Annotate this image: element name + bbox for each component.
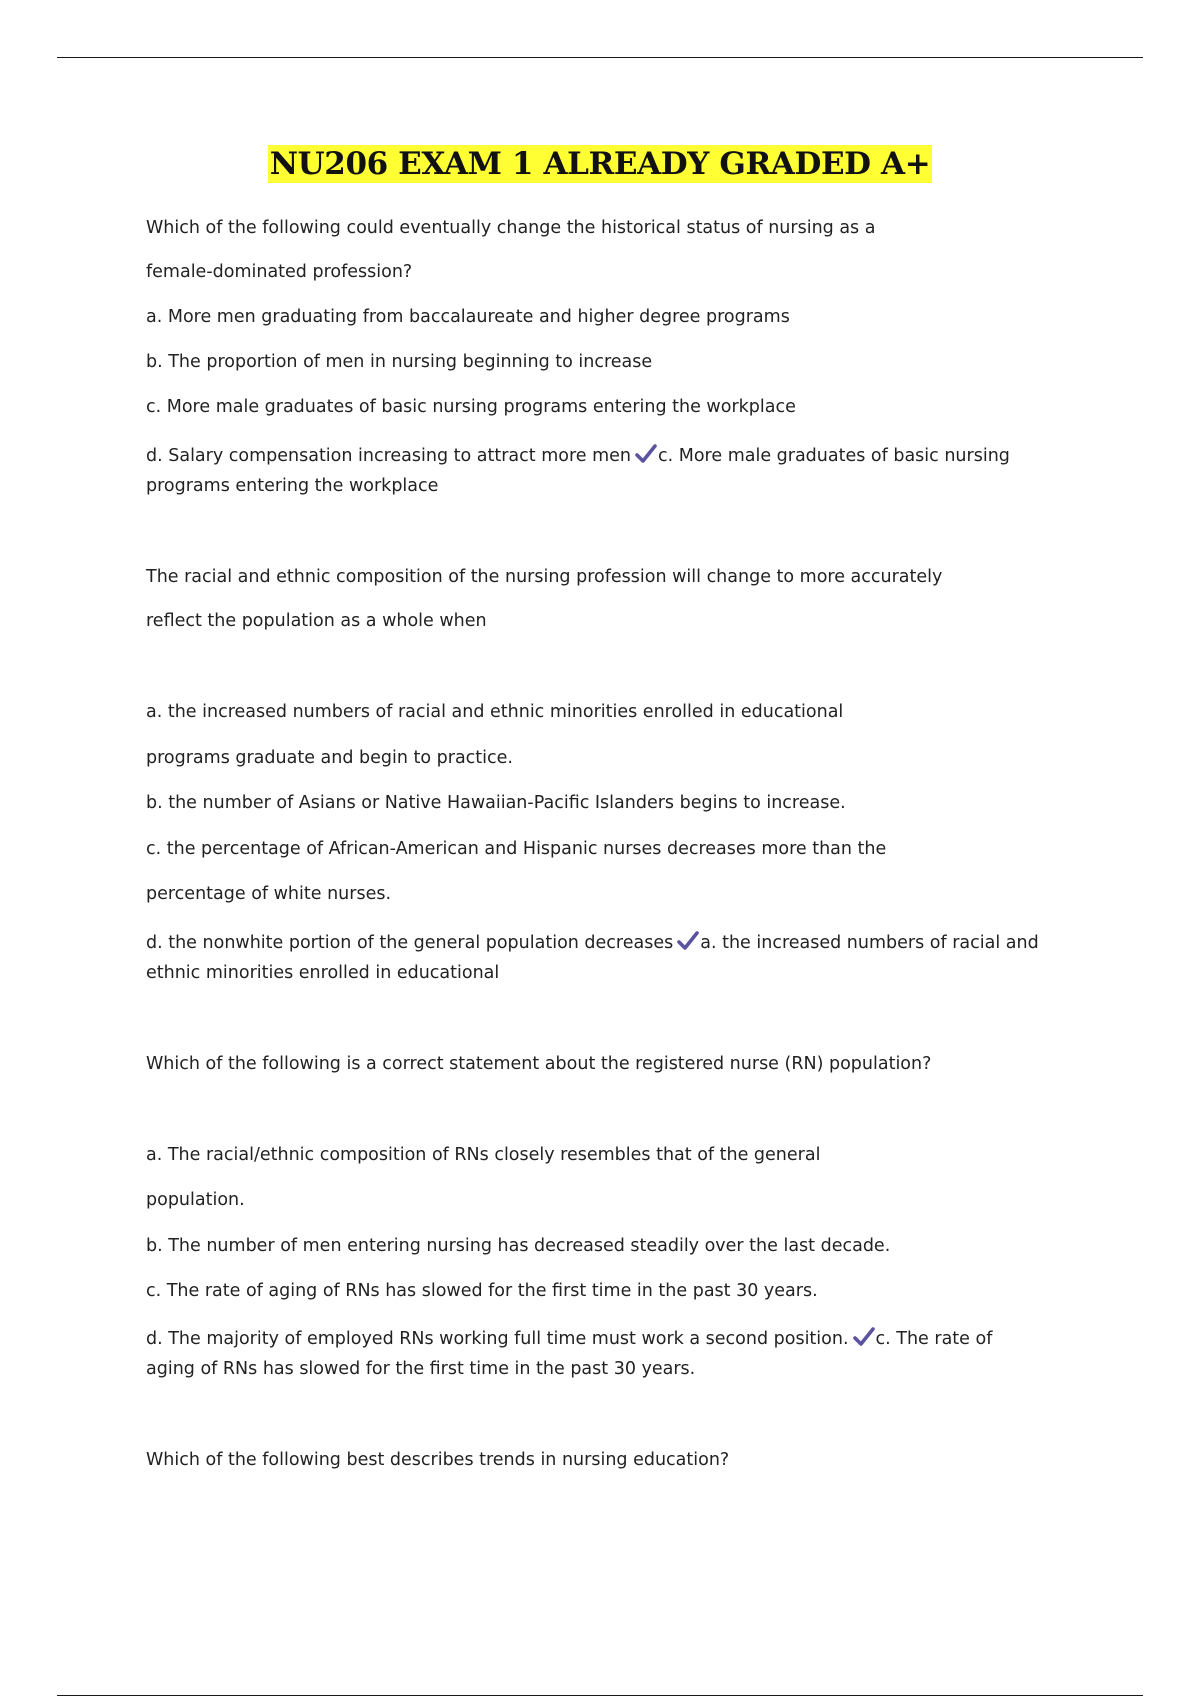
question-1-answer-line: [146, 441, 1041, 501]
question-3-answer-line: [146, 1324, 1041, 1384]
question-2-answer-line: [146, 928, 1041, 988]
question-1-option-b: b. The proportion of men in nursing beginning to increase: [146, 352, 653, 372]
question-1-option-a: a. More men graduating from baccalaureate and higher degree programs: [146, 307, 790, 327]
document-title: NU206 EXAM 1 ALREADY GRADED A+: [269, 146, 931, 182]
question-2-stem-line-1: The racial and ethnic composition of the nursing profession will change to more accurately: [146, 567, 943, 587]
top-rule: [57, 57, 1143, 58]
question-2-option-c-cont: percentage of white nurses.: [146, 884, 392, 904]
question-2-option-b: b. the number of Asians or Native Hawaiian-Pacific Islanders begins to increase.: [146, 793, 846, 813]
question-3-option-a: a. The racial/ethnic composition of RNs closely resembles that of the general: [146, 1145, 821, 1165]
checkmark-icon: [853, 1327, 875, 1347]
question-2-option-a-cont: programs graduate and begin to practice.: [146, 748, 513, 768]
bottom-rule: [57, 1695, 1143, 1696]
question-3-option-c: c. The rate of aging of RNs has slowed for the first time in the past 30 years.: [146, 1281, 818, 1301]
question-3-stem-line-1: Which of the following is a correct statement about the registered nurse (RN) population?: [146, 1054, 932, 1074]
question-1-option-c: c. More male graduates of basic nursing programs entering the workplace: [146, 397, 796, 417]
question-1-answer: c. More male graduates of basic nursing programs entering the workplace: [146, 446, 1010, 496]
question-3-option-d: d. The majority of employed RNs working full time must work a second position.: [146, 1329, 849, 1349]
question-2-option-d: d. the nonwhite portion of the general population decreases: [146, 933, 674, 953]
title-block: [0, 146, 1200, 182]
question-3-option-a-cont: population.: [146, 1190, 245, 1210]
checkmark-icon: [635, 444, 657, 464]
question-1-option-d: d. Salary compensation increasing to attract more men: [146, 446, 631, 466]
question-2-stem-line-2: reflect the population as a whole when: [146, 611, 487, 631]
question-2-answer: a. the increased numbers of racial and ethnic minorities enrolled in educational: [146, 933, 1039, 983]
question-3-answer: c. The rate of aging of RNs has slowed for the first time in the past 30 years.: [146, 1329, 993, 1379]
question-1-stem-line-2: female-dominated profession?: [146, 262, 413, 282]
question-3-option-b: b. The number of men entering nursing has decreased steadily over the last decade.: [146, 1236, 891, 1256]
question-2-option-a: a. the increased numbers of racial and ethnic minorities enrolled in educational: [146, 702, 844, 722]
question-4-stem-line-1: Which of the following best describes trends in nursing education?: [146, 1450, 730, 1470]
checkmark-icon: [677, 931, 699, 951]
question-2-option-c: c. the percentage of African-American and Hispanic nurses decreases more than the: [146, 839, 887, 859]
question-1-stem-line-1: Which of the following could eventually change the historical status of nursing as a: [146, 218, 876, 238]
